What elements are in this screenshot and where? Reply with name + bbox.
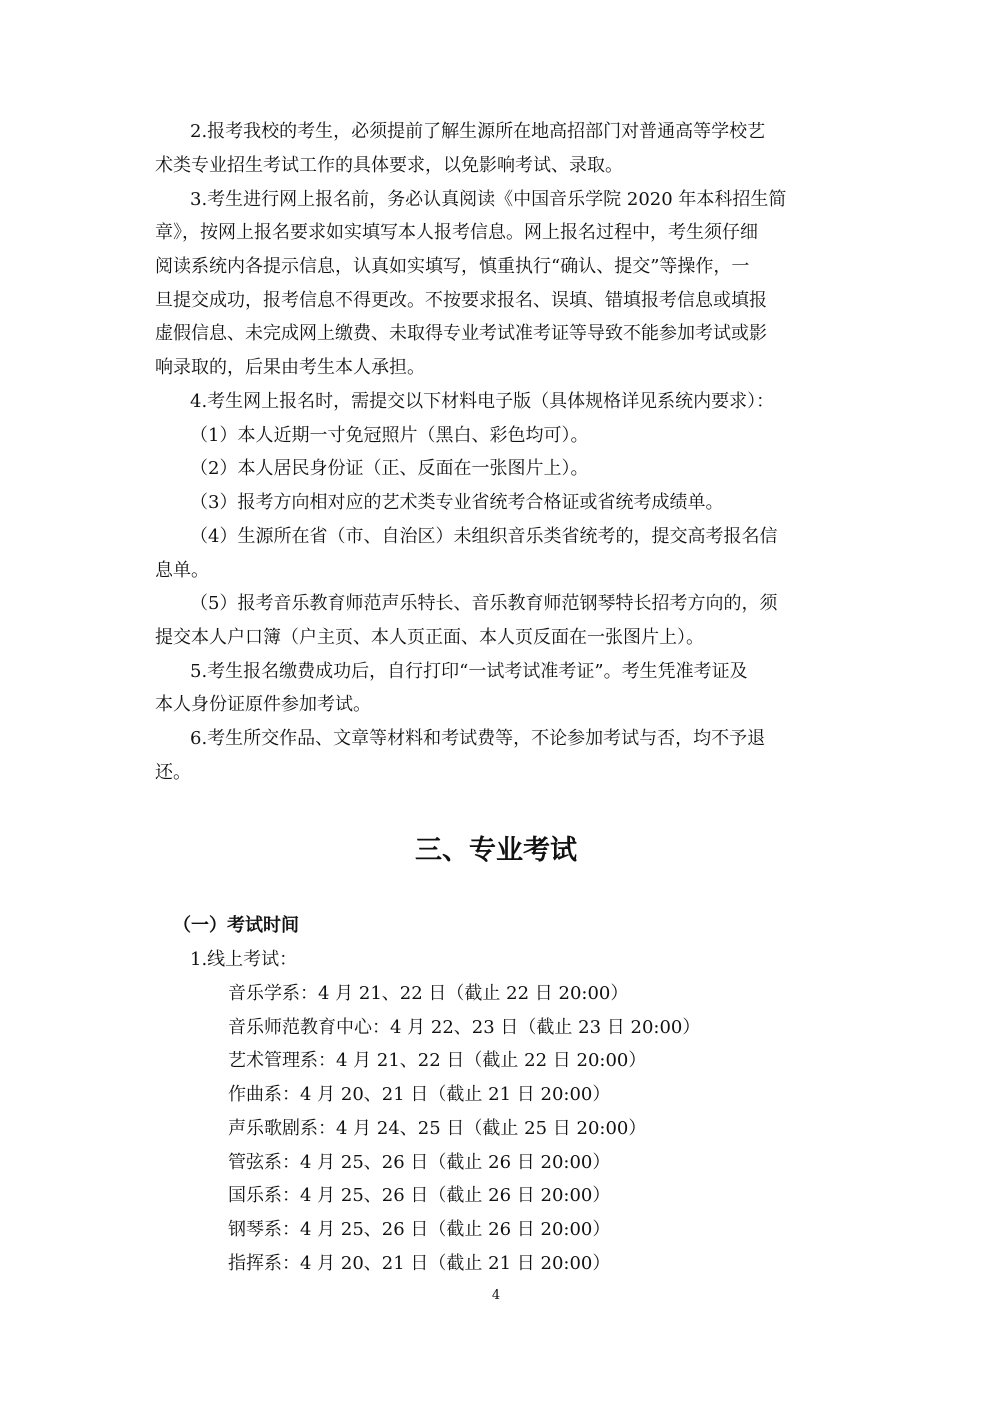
item3-line-1: 3.考生进行网上报名前，务必认真阅读《中国音乐学院 2020 年本科招生简 (190, 189, 787, 210)
item2-line-2: 术类专业招生考试工作的具体要求，以免影响考试、录取。 (155, 155, 623, 176)
sub5-line-1: （5）报考音乐教育师范声乐特长、音乐教育师范钢琴特长招考方向的，须 (190, 593, 778, 614)
item2-line-1: 2.报考我校的考生，必须提前了解生源所在地高招部门对普通高等学校艺 (190, 121, 766, 142)
item4-line-1: 4.考生网上报名时，需提交以下材料电子版（具体规格详见系统内要求）： (190, 391, 775, 412)
item3-line-5: 虚假信息、未完成网上缴费、未取得专业考试准考证等导致不能参加考试或影 (155, 323, 767, 344)
item6-line-2: 还。 (155, 762, 191, 783)
item3-line-2: 章》，按网上报名要求如实填写本人报考信息。网上报名过程中，考生须仔细 (155, 222, 758, 243)
item6-line-1: 6.考生所交作品、文章等材料和考试费等，不论参加考试与否，均不予退 (190, 728, 766, 749)
department-schedule: 指挥系：4 月 20、21 日（截止 21 日 20:00） (228, 1253, 611, 1274)
item5-line-2: 本人身份证原件参加考试。 (155, 694, 371, 715)
sub2-line-1: （2）本人居民身份证（正、反面在一张图片上）。 (190, 458, 589, 479)
item3-line-4: 旦提交成功，报考信息不得更改。不按要求报名、误填、错填报考信息或填报 (155, 290, 767, 311)
department-schedule: 作曲系：4 月 20、21 日（截止 21 日 20:00） (228, 1084, 611, 1105)
sub1-line-1: （1）本人近期一寸免冠照片（黑白、彩色均可）。 (190, 425, 589, 446)
sub4-line-2: 息单。 (155, 560, 209, 581)
item3-line-6: 响录取的，后果由考生本人承担。 (155, 357, 425, 378)
page-number: 4 (491, 1288, 501, 1303)
online-exam-label: 1.线上考试： (190, 949, 298, 970)
item5-line-1: 5.考生报名缴费成功后，自行打印“一试考试准考证”。考生凭准考证及 (190, 661, 748, 682)
subsection-heading: （一）考试时间 (173, 915, 299, 936)
sub3-line-1: （3）报考方向相对应的艺术类专业省统考合格证或省统考成绩单。 (190, 492, 724, 513)
department-schedule: 音乐师范教育中心：4 月 22、23 日（截止 23 日 20:00） (228, 1017, 701, 1038)
department-schedule: 管弦系：4 月 25、26 日（截止 26 日 20:00） (228, 1152, 611, 1173)
sub5-line-2: 提交本人户口簿（户主页、本人页正面、本人页反面在一张图片上）。 (155, 627, 704, 648)
department-schedule: 声乐歌剧系：4 月 24、25 日（截止 25 日 20:00） (228, 1118, 647, 1139)
department-schedule: 艺术管理系：4 月 21、22 日（截止 22 日 20:00） (228, 1050, 647, 1071)
department-schedule: 国乐系：4 月 25、26 日（截止 26 日 20:00） (228, 1185, 611, 1206)
department-schedule: 钢琴系：4 月 25、26 日（截止 26 日 20:00） (228, 1219, 611, 1240)
item3-line-3: 阅读系统内各提示信息，认真如实填写，慎重执行“确认、提交”等操作，一 (155, 256, 750, 277)
sub4-line-1: （4）生源所在省（市、自治区）未组织音乐类省统考的，提交高考报名信 (190, 526, 778, 547)
department-schedule: 音乐学系：4 月 21、22 日（截止 22 日 20:00） (228, 983, 629, 1004)
section-heading: 三、专业考试 (415, 835, 577, 866)
